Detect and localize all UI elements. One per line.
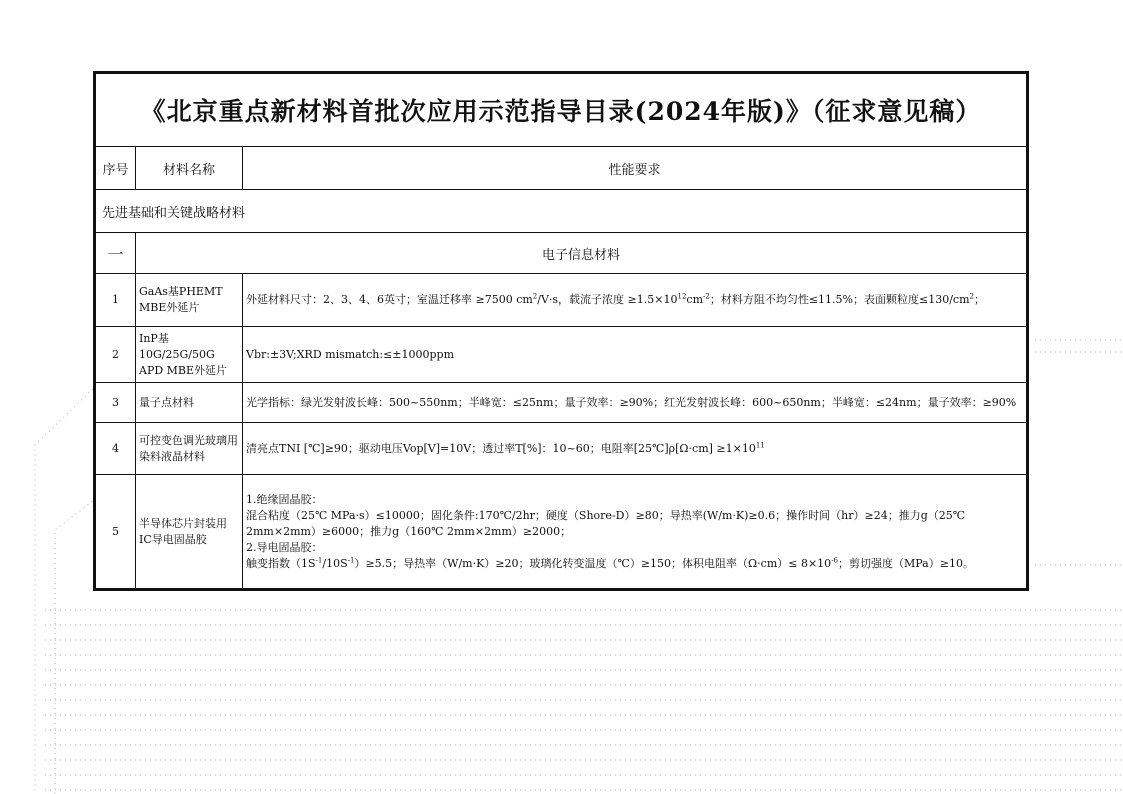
row-performance: 清亮点TNI [℃]≥90；驱动电压Vop[V]=10V；透过率T[%]：10~60；电阻率[25℃]ρ[Ω·cm] $\ge 1\times 10^{11}$ — [243, 423, 1027, 475]
catalog-table — [95, 73, 1027, 589]
row-performance: Vbr:±3V;XRD mismatch:≤±1000ppm — [243, 327, 1027, 383]
subsection-no: 一 — [96, 233, 136, 274]
table-row — [96, 475, 1027, 589]
row-performance: 1.绝缘固晶胶： 混合粘度（25℃ MPa·s）≤10000；固化条件:170℃/2hr；硬度（Shore-D）≥80；导热率(W/m·K)≥0.6；操作时间（hr）≥24；推力g（25℃ 2mm×2mm）≥6000；推力g（160℃ 2mm×2mm）≥2000； 2.导电固晶胶： 触变指数$(1S^{-1}/10S^{-1})\ge 5.5$；导热率（W/m·K）≥20；玻璃化转变温度（℃）≥150；体积电阻率$(\Omega\cdot cm)\le 8\times 10^{-6}$；剪切强度（MPa）≥10。 — [243, 475, 1027, 589]
header-name: 材料名称 — [136, 147, 243, 190]
section-title: 先进基础和关键战略材料 — [96, 190, 1027, 233]
row-no: 2 — [96, 327, 136, 383]
row-no: 5 — [96, 475, 136, 589]
row-no: 1 — [96, 274, 136, 327]
subsection-row — [96, 233, 1027, 274]
document-title: 《北京重点新材料首批次应用示范指导目录(2024年版)》（征求意见稿） — [96, 74, 1027, 147]
row-material-name: GaAs基PHEMT MBE外延片 — [136, 274, 243, 327]
row-performance: 外延材料尺寸：2、3、4、6英寸；室温迁移率 ≥7500 $cm^2/V\cdot s$，载流子浓度 $\ge 1.5\times 10^{12}cm^{-2}$；材料方阻不均匀性≤11.5%；表面颗粒度$\le 130/cm^2$； — [243, 274, 1027, 327]
row-material-name: 半导体芯片封装用IC导电固晶胶 — [136, 475, 243, 589]
header-no: 序号 — [96, 147, 136, 190]
section-row — [96, 190, 1027, 233]
row-material-name: 量子点材料 — [136, 383, 243, 423]
subsection-label: 电子信息材料 — [136, 233, 1027, 274]
row-no: 4 — [96, 423, 136, 475]
row-performance: 光学指标：绿光发射波长峰：500~550nm；半峰宽：≤25nm；量子效率：≥90%；红光发射波长峰：600~650nm；半峰宽：≤24nm；量子效率：≥90% — [243, 383, 1027, 423]
header-perf: 性能要求 — [243, 147, 1027, 190]
table-row — [96, 423, 1027, 475]
row-material-name: 可控变色调光玻璃用染料液晶材料 — [136, 423, 243, 475]
table-row — [96, 327, 1027, 383]
catalog-document — [93, 71, 1029, 591]
table-row — [96, 274, 1027, 327]
title-row — [96, 74, 1027, 147]
row-no: 3 — [96, 383, 136, 423]
table-row — [96, 383, 1027, 423]
header-row — [96, 147, 1027, 190]
row-material-name: InP基10G/25G/50G APD MBE外延片 — [136, 327, 243, 383]
